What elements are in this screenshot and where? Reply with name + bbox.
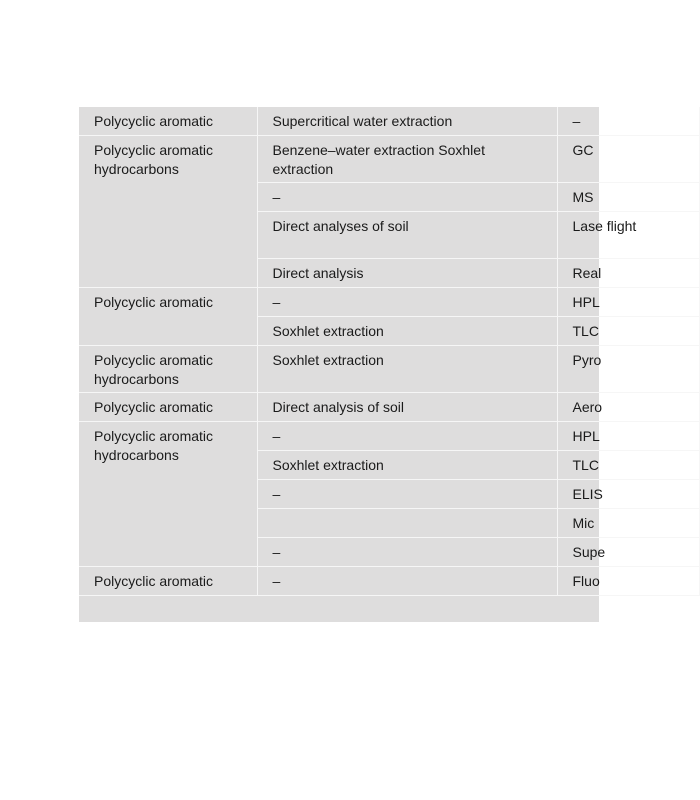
technique-cell: Fluo <box>557 567 699 596</box>
table <box>79 107 700 596</box>
technique-cell: TLC <box>557 317 699 346</box>
technique-cell: Mic <box>557 509 699 538</box>
method-cell: Direct analysis <box>257 259 557 288</box>
table-row <box>79 288 699 317</box>
table-row <box>79 422 699 451</box>
technique-cell: Pyro <box>557 346 699 393</box>
compound-cell: Polycyclic aromatic hydrocarbons <box>79 422 257 567</box>
table-row <box>79 136 699 183</box>
method-cell <box>257 509 557 538</box>
method-cell: Direct analyses of soil <box>257 212 557 259</box>
technique-cell: HPL <box>557 288 699 317</box>
compound-cell: Polycyclic aromatic <box>79 393 257 422</box>
method-cell: Soxhlet extraction <box>257 346 557 393</box>
compound-cell: Polycyclic aromatic hydrocarbons <box>79 346 257 393</box>
method-cell: Supercritical water extraction <box>257 107 557 136</box>
data-table <box>79 107 637 622</box>
method-cell: – <box>257 538 557 567</box>
technique-cell: MS <box>557 183 699 212</box>
method-cell: – <box>257 567 557 596</box>
technique-cell: – <box>557 107 699 136</box>
method-cell: – <box>257 480 557 509</box>
method-cell: – <box>257 422 557 451</box>
method-cell: Direct analysis of soil <box>257 393 557 422</box>
table-row <box>79 346 699 393</box>
technique-text: Lase flight <box>572 218 637 234</box>
technique-cell: Aero <box>557 393 699 422</box>
table-row <box>79 393 699 422</box>
technique-cell <box>557 212 699 259</box>
technique-cell: Real <box>557 259 699 288</box>
compound-cell: Polycyclic aromatic hydrocarbons <box>79 136 257 288</box>
technique-cell: Supe <box>557 538 699 567</box>
table-row <box>79 107 699 136</box>
technique-cell: TLC <box>557 451 699 480</box>
technique-cell: ELIS <box>557 480 699 509</box>
technique-cell: GC <box>557 136 699 183</box>
method-cell: Soxhlet extraction <box>257 451 557 480</box>
compound-cell: Polycyclic aromatic <box>79 567 257 596</box>
method-cell: – <box>257 288 557 317</box>
method-cell: – <box>257 183 557 212</box>
technique-cell: HPL <box>557 422 699 451</box>
method-cell: Benzene–water extraction Soxhlet extraction <box>257 136 557 183</box>
method-cell: Soxhlet extraction <box>257 317 557 346</box>
compound-cell: Polycyclic aromatic <box>79 288 257 346</box>
compound-cell: Polycyclic aromatic <box>79 107 257 136</box>
table-row <box>79 567 699 596</box>
